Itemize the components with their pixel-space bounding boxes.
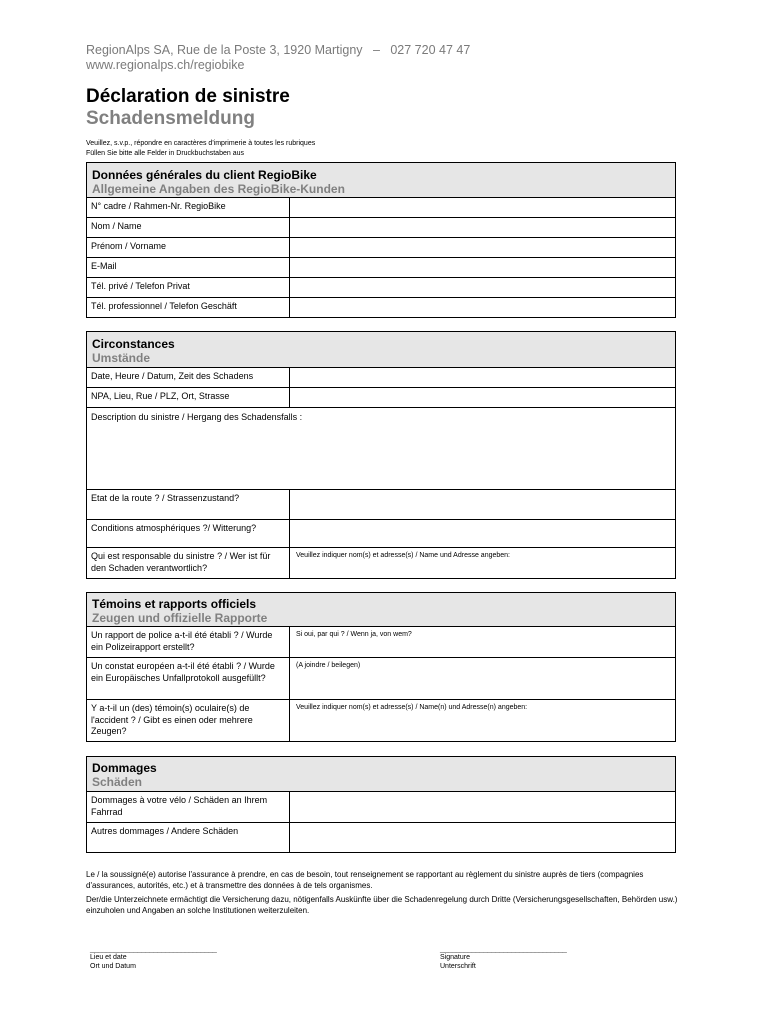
field-row-road-condition xyxy=(86,490,676,520)
consent-text-fr: Le / la soussigné(e) autorise l'assurance à prendre, en cas de besoin, tout renseignement se rapportant au règlement du sinistre auprès de tiers (compagnies d'assurances, autorités, etc.) et à transmettre des données à de tels organismes. xyxy=(86,870,644,890)
section-circumstances-title-de: Umstände xyxy=(92,351,151,365)
witnesses-input[interactable]: Veuillez indiquer nom(s) et adresse(s) / Name(n) und Adresse(n) angeben: xyxy=(296,704,528,711)
name-input[interactable] xyxy=(290,218,675,237)
section-witnesses xyxy=(86,592,676,742)
field-label: Dommages à votre vélo / Schäden an Ihrem Fahrrad xyxy=(87,792,290,822)
section-witnesses-title-fr: Témoins et rapports officiels xyxy=(92,597,257,611)
field-row-frame-number xyxy=(86,198,676,218)
field-row-police-report xyxy=(86,627,676,658)
field-label: E-Mail xyxy=(87,258,290,277)
field-label: Tél. professionnel / Telefon Geschäft xyxy=(87,298,290,317)
section-client xyxy=(86,162,676,318)
police-report-input[interactable]: Si oui, par qui ? / Wenn ja, von wem? xyxy=(296,631,412,638)
section-witnesses-title-de: Zeugen und offizielle Rapporte xyxy=(92,611,268,625)
place-date-label-de: Ort und Datum xyxy=(90,963,136,970)
road-condition-input[interactable] xyxy=(290,490,675,519)
field-row-email xyxy=(86,258,676,278)
email-input[interactable] xyxy=(290,258,675,277)
section-circumstances xyxy=(86,331,676,579)
field-row-name xyxy=(86,218,676,238)
field-label: Tél. privé / Telefon Privat xyxy=(87,278,290,297)
field-label: Qui est responsable du sinistre ? / Wer ist für den Schaden verantwortlich? xyxy=(87,548,290,578)
frame-number-input[interactable] xyxy=(290,198,675,217)
description-box[interactable] xyxy=(86,408,676,490)
field-label: Nom / Name xyxy=(87,218,290,237)
section-damage-header xyxy=(86,756,676,792)
other-damage-input[interactable] xyxy=(290,823,675,852)
page-title-fr: Déclaration de sinistre xyxy=(86,86,290,107)
section-damage xyxy=(86,756,676,853)
consent-text-de: Der/die Unterzeichnete ermächtigt die Versicherung dazu, nötigenfalls Auskünfte über die Schadenregelung durch Dritte (Versicherungsgesellschaften, Behörden usw.) einzuholen und Angaben an solche Institutionen weiterzuleiten. xyxy=(86,895,678,915)
field-label: Y a-t-il un (des) témoin(s) oculaire(s) de l'accident ? / Gibt es einen oder mehrere Zeugen? xyxy=(87,700,290,741)
field-label: Conditions atmosphériques ?/ Witterung? xyxy=(87,520,290,547)
firstname-input[interactable] xyxy=(290,238,675,257)
company-website[interactable]: www.regionalps.ch/regiobike xyxy=(86,58,245,72)
instructions-fr: Veuillez, s.v.p., répondre en caractères d'imprimerie à toutes les rubriques xyxy=(86,140,316,147)
section-circumstances-title-fr: Circonstances xyxy=(92,337,175,351)
section-witnesses-header xyxy=(86,592,676,627)
signature-label-fr: Signature xyxy=(440,954,470,961)
instructions xyxy=(86,139,315,159)
signature-block xyxy=(440,944,566,971)
section-client-title-fr: Données générales du client RegioBike xyxy=(92,168,317,182)
phone-business-input[interactable] xyxy=(290,298,675,317)
field-row-other-damage xyxy=(86,823,676,853)
responsible-input[interactable]: Veuillez indiquer nom(s) et adresse(s) / Name und Adresse angeben: xyxy=(296,552,511,559)
field-row-phone-private xyxy=(86,278,676,298)
field-row-european-report xyxy=(86,658,676,700)
section-damage-title-fr: Dommages xyxy=(92,761,157,775)
european-report-input[interactable]: (A joindre / beilegen) xyxy=(296,662,361,669)
page-title-de: Schadensmeldung xyxy=(86,108,255,129)
field-label: Un constat européen a-t-il été établi ? / Wurde ein Europäisches Unfallprotokoll ausgefüllt? xyxy=(87,658,290,699)
field-row-firstname xyxy=(86,238,676,258)
field-label: Etat de la route ? / Strassenzustand? xyxy=(87,490,290,519)
phone-private-input[interactable] xyxy=(290,278,675,297)
section-circumstances-header xyxy=(86,331,676,368)
field-row-location xyxy=(86,388,676,408)
field-label: Un rapport de police a-t-il été établi ? / Wurde ein Polizeirapport erstellt? xyxy=(87,627,290,657)
field-row-date xyxy=(86,368,676,388)
instructions-de: Füllen Sie bitte alle Felder in Druckbuchstaben aus xyxy=(86,150,244,157)
description-label: Description du sinistre / Hergang des Schadensfalls : xyxy=(91,412,303,422)
place-date-block xyxy=(90,944,216,971)
bike-damage-input[interactable] xyxy=(290,792,675,822)
field-label: Prénom / Vorname xyxy=(87,238,290,257)
weather-input[interactable] xyxy=(290,520,675,547)
field-row-weather xyxy=(86,520,676,548)
date-input[interactable] xyxy=(290,368,675,387)
title-block xyxy=(86,86,315,159)
field-row-bike-damage xyxy=(86,792,676,823)
section-client-header xyxy=(86,162,676,198)
field-row-witnesses xyxy=(86,700,676,742)
field-label: N° cadre / Rahmen-Nr. RegioBike xyxy=(87,198,290,217)
section-damage-title-de: Schäden xyxy=(92,775,143,789)
signature-line[interactable]: ________________________________ xyxy=(440,944,567,953)
field-row-responsible xyxy=(86,548,676,579)
place-date-line[interactable]: ________________________________ xyxy=(90,944,217,953)
field-label: Date, Heure / Datum, Zeit des Schadens xyxy=(87,368,290,387)
section-client-title-de: Allgemeine Angaben des RegioBike-Kunden xyxy=(92,182,345,196)
field-row-phone-business xyxy=(86,298,676,318)
field-label: NPA, Lieu, Rue / PLZ, Ort, Strasse xyxy=(87,388,290,407)
signature-label-de: Unterschrift xyxy=(440,963,476,970)
header xyxy=(86,43,470,73)
company-address: RegionAlps SA, Rue de la Poste 3, 1920 Martigny – 027 720 47 47 xyxy=(86,43,471,57)
location-input[interactable] xyxy=(290,388,675,407)
field-label: Autres dommages / Andere Schäden xyxy=(87,823,290,852)
place-date-label-fr: Lieu et date xyxy=(90,954,127,961)
